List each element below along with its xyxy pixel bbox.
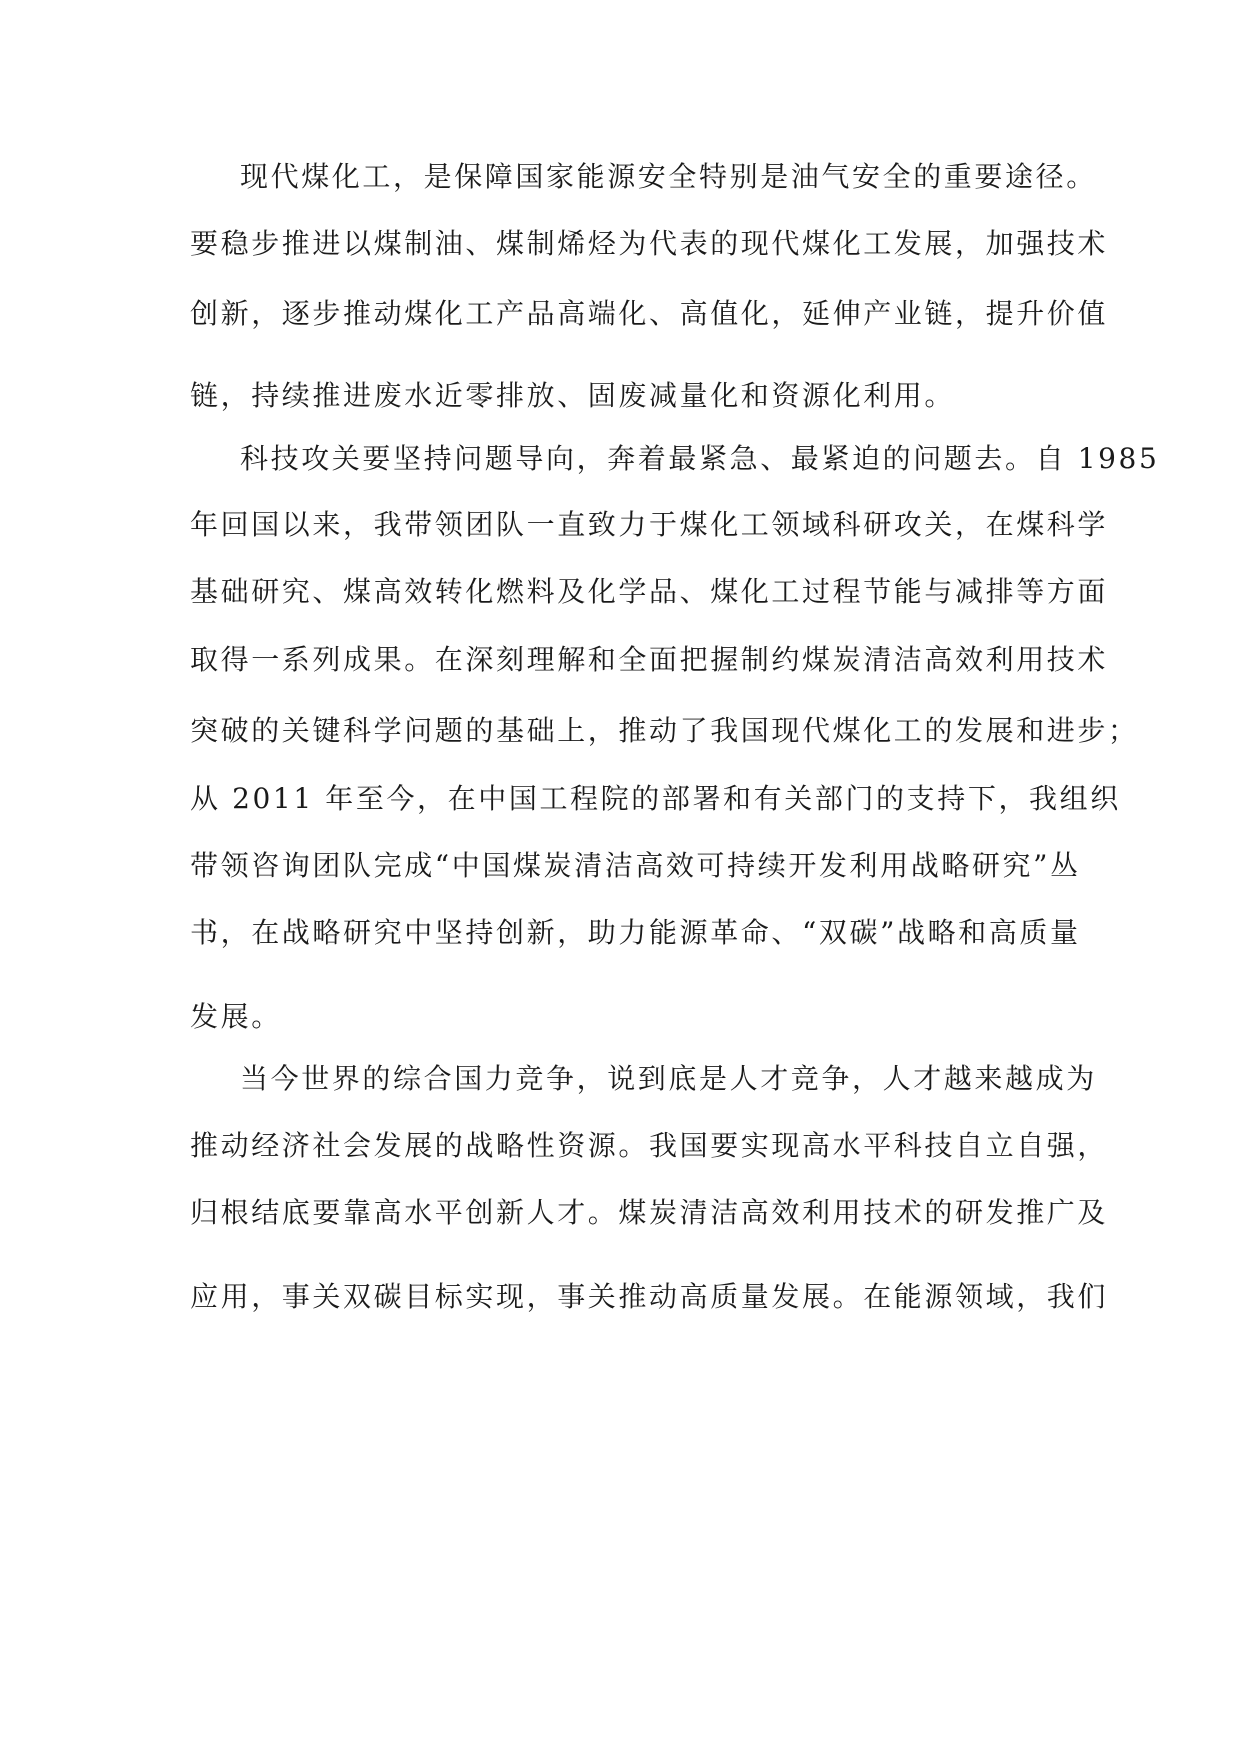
text-line: 年回国以来，我带领团队一直致力于煤化工领域科研攻关，在煤科学 (190, 508, 1109, 541)
text-line: 带领咨询团队完成“中国煤炭清洁高效可持续开发利用战略研究”丛 (190, 849, 1081, 882)
text-line: 要稳步推进以煤制油、煤制烯烃为代表的现代煤化工发展，加强技术 (190, 227, 1109, 260)
text-line: 书，在战略研究中坚持创新，助力能源革命、“双碳”战略和高质量 (190, 916, 1081, 949)
text-line: 链，持续推进废水近零排放、固废减量化和资源化利用。 (190, 379, 956, 412)
text-line: 基础研究、煤高效转化燃料及化学品、煤化工过程节能与减排等方面 (190, 575, 1109, 608)
text-line: 从 2011 年至今，在中国工程院的部署和有关部门的支持下，我组织 (190, 782, 1121, 815)
text-line: 现代煤化工，是保障国家能源安全特别是油气安全的重要途径。 (240, 160, 1097, 193)
text-line: 创新，逐步推动煤化工产品高端化、高值化，延伸产业链，提升价值 (190, 297, 1109, 330)
text-line: 科技攻关要坚持问题导向，奔着最紧急、最紧迫的问题去。自 1985 (240, 442, 1160, 475)
text-line: 发展。 (190, 1000, 282, 1033)
text-line: 当今世界的综合国力竞争，说到底是人才竞争，人才越来越成为 (240, 1062, 1097, 1095)
text-line: 推动经济社会发展的战略性资源。我国要实现高水平科技自立自强， (190, 1129, 1109, 1162)
text-line: 取得一系列成果。在深刻理解和全面把握制约煤炭清洁高效利用技术 (190, 643, 1109, 676)
text-line: 归根结底要靠高水平创新人才。煤炭清洁高效利用技术的研发推广及 (190, 1196, 1109, 1229)
text-line: 突破的关键科学问题的基础上，推动了我国现代煤化工的发展和进步； (190, 714, 1139, 747)
text-line: 应用，事关双碳目标实现，事关推动高质量发展。在能源领域，我们 (190, 1280, 1109, 1313)
